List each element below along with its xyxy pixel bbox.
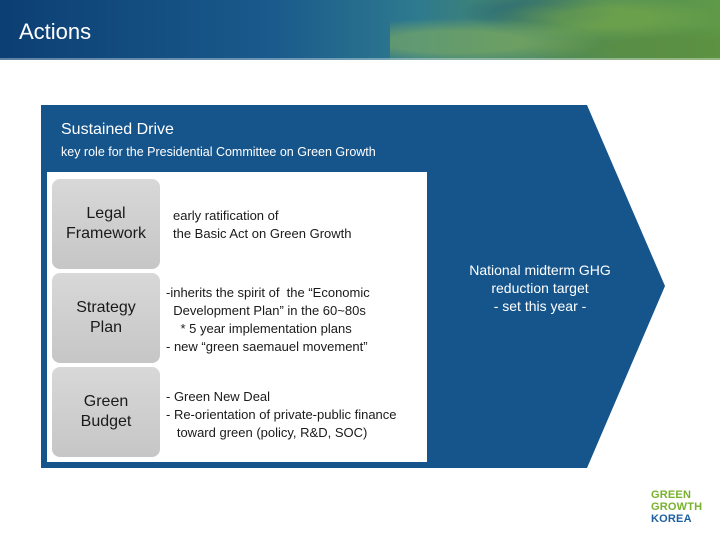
green-budget-text: - Green New Deal - Re-orientation of private-public finance toward green (policy, R&D, SOC) — [166, 389, 397, 440]
logo-line-korea: KOREA — [651, 513, 692, 525]
sustained-drive-title: Sustained Drive — [61, 121, 174, 138]
legal-framework-tile — [52, 179, 160, 269]
logo-line-growth: GROWTH — [651, 501, 703, 513]
green-budget-label: Green Budget — [80, 393, 132, 430]
page-title: Actions — [19, 19, 92, 44]
strategy-plan-label: Strategy Plan — [76, 299, 136, 336]
legal-framework-text: early ratification of the Basic Act on Green Growth — [173, 208, 352, 241]
strategy-plan-text: -inherits the spirit of the “Economic Development Plan” in the 60~80s * 5 year implementation plans - new “green saemauel movement” — [166, 285, 370, 354]
sustained-drive-subtitle: key role for the Presidential Committee on Green Growth — [61, 145, 376, 159]
green-budget-tile — [52, 367, 160, 457]
green-growth-korea-logo — [651, 489, 702, 525]
legal-framework-label: Legal Framework — [65, 205, 146, 242]
strategy-plan-tile — [52, 273, 160, 363]
ghg-target-text: National midterm GHG reduction target - set this year - — [469, 262, 611, 314]
logo-line-green: GREEN — [651, 489, 692, 501]
